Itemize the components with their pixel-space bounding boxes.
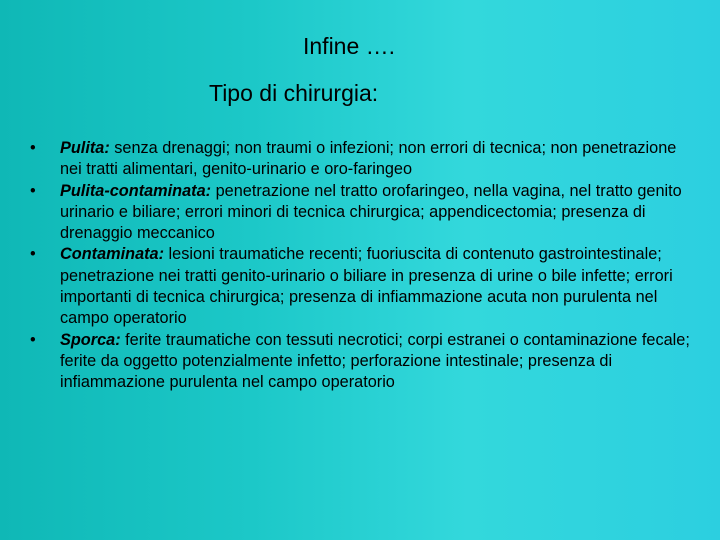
bullet-term: Pulita-contaminata: xyxy=(60,181,212,200)
bullet-icon: • xyxy=(30,139,36,157)
bullet-term: Sporca: xyxy=(60,330,121,349)
bullet-term: Pulita: xyxy=(60,139,110,157)
slide-title: Infine …. xyxy=(303,33,396,59)
bullet-item-contaminata xyxy=(30,244,702,329)
bullet-term: Contaminata: xyxy=(60,245,165,264)
bullet-item-sporca xyxy=(30,330,702,394)
bullet-icon: • xyxy=(30,330,36,349)
bullet-text: penetrazione nel tratto orofaringeo, nella vagina, nel tratto genito urinario e biliare; errori minori di tecnica chirurgica; appendicectomia; presenza di drenaggio meccanico xyxy=(60,181,682,243)
bullet-text: ferite traumatiche con tessuti necrotici; corpi estranei o contaminazione fecale; ferite da oggetto potenzialmente infetto; perforazione intestinale; presenza di infiammazione purulenta nel campo operatorio xyxy=(60,330,690,392)
bullet-item-pulita xyxy=(30,138,702,181)
bullet-icon: • xyxy=(30,181,36,200)
bullet-item-pulita-contaminata xyxy=(30,181,702,245)
bullet-list xyxy=(30,138,702,394)
bullet-icon: • xyxy=(30,245,36,264)
slide-subtitle: Tipo di chirurgia: xyxy=(209,80,379,106)
bullet-text: senza drenaggi; non traumi o infezioni; non errori di tecnica; non penetrazione nei tratti alimentari, genito-urinario e oro-faringeo xyxy=(60,139,677,179)
bullet-text: lesioni traumatiche recenti; fuoriuscita di contenuto gastrointestinale; penetrazione nei tratti genito-urinario o biliare in presenza di urine o bile infette; errori importanti di tecnica chirurgica; presenza di infiammazione acuta non purulenta nel campo operatorio xyxy=(60,245,673,328)
